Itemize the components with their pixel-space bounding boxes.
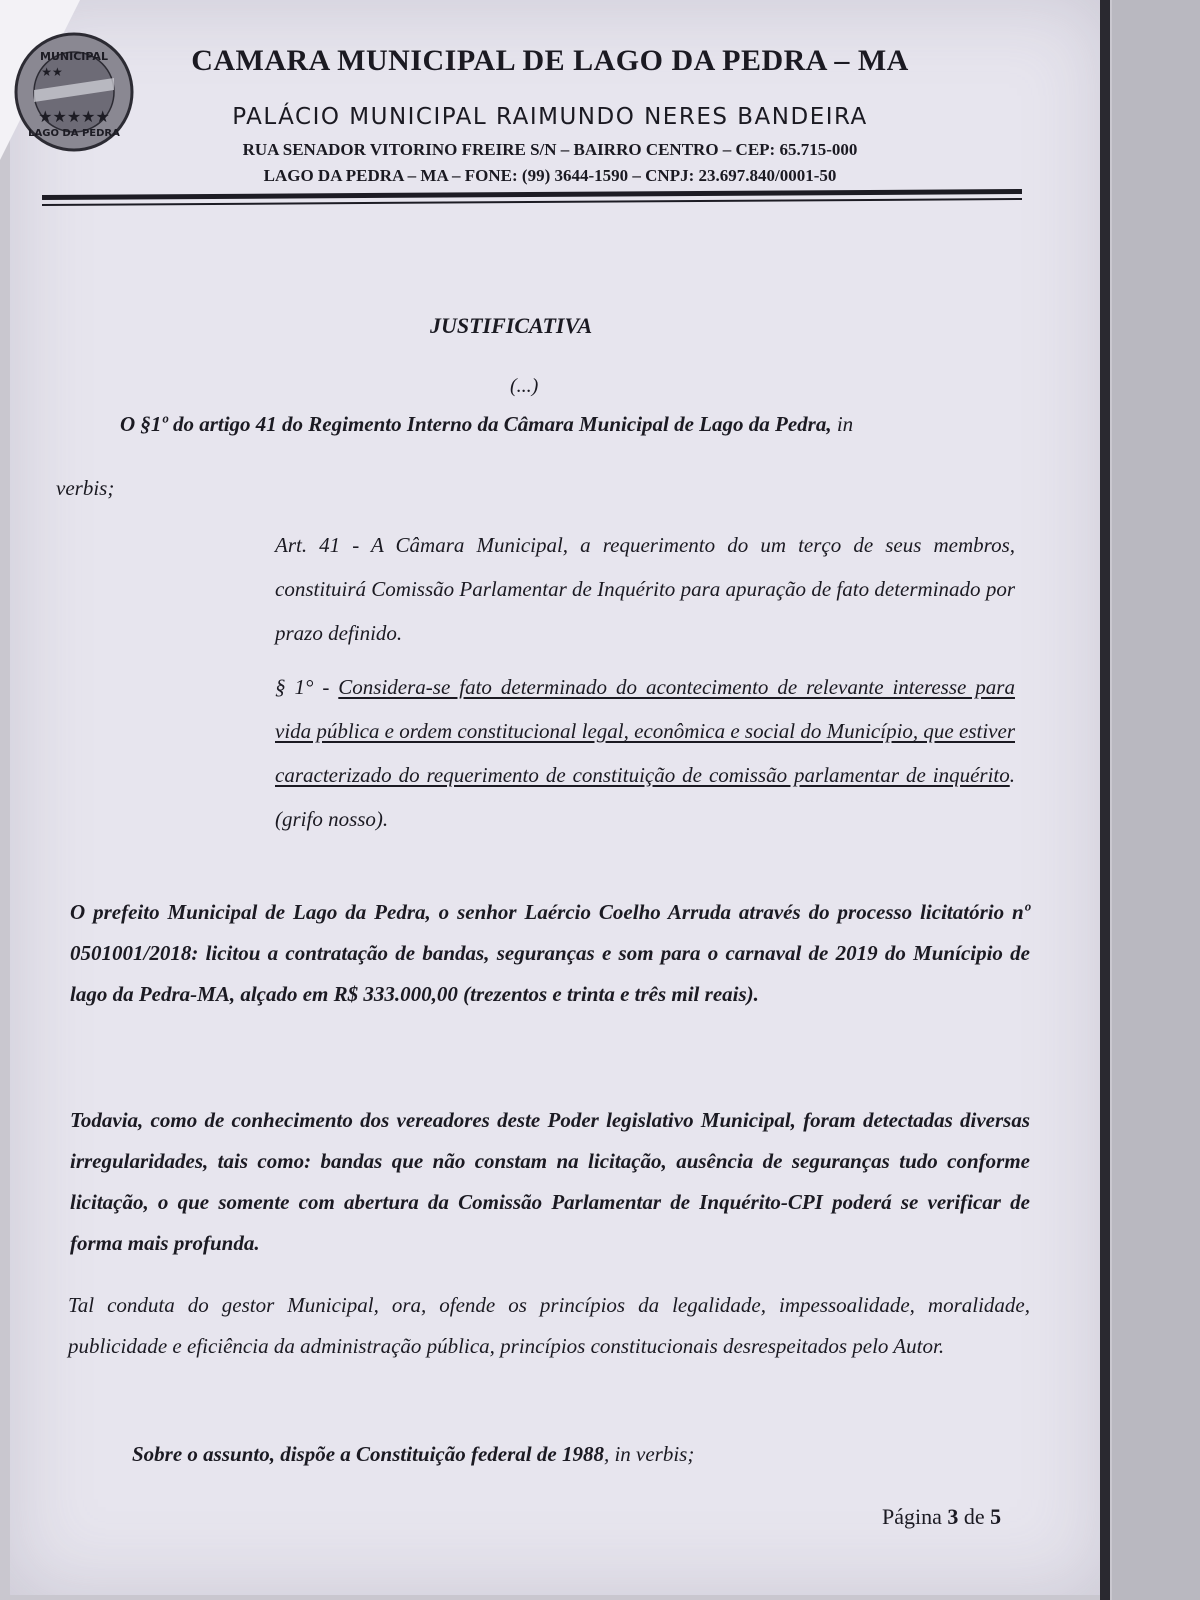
intro-tail-text: in bbox=[831, 412, 854, 436]
prefeito-paragraph: O prefeito Municipal de Lago da Pedra, o senhor Laércio Coelho Arruda através do processo licitatório nº 0501001/2018: licitou a contratação de bandas, seguranças e som para o carnaval de 2019 do Munícipio de lago da Pedra-MA, alçado em R$ 333.000,00 (trezentos e trinta e três mil reais). bbox=[70, 900, 1030, 1006]
paragraph1-suffix: . (grifo nosso). bbox=[275, 763, 1015, 831]
conduta-paragraph: Tal conduta do gestor Municipal, ora, ofende os princípios da legalidade, impessoalidade, moralidade, publicidade e eficiência da administração pública, princípios constitucionais desrespeitados pelo Autor. bbox=[68, 1293, 1030, 1358]
section-heading: JUSTIFICATIVA bbox=[430, 313, 593, 338]
paragraph1-underlined: Considera-se fato determinado do acontecimento de relevante interesse para vida pública e ordem constitucional legal, econômica e social do Município, que estiver caracterizado do requerimento de constituição de comissão parlamentar de inquérito bbox=[275, 675, 1015, 787]
header-palace-name: PALÁCIO MUNICIPAL RAIMUNDO NERES BANDEIRA bbox=[232, 104, 868, 130]
header-address: RUA SENADOR VITORINO FREIRE S/N – BAIRRO CENTRO – CEP: 65.715-000 bbox=[242, 140, 858, 159]
page-current: 3 bbox=[947, 1504, 959, 1529]
paragraph1-quote bbox=[275, 665, 1015, 841]
sobre-tail-text: , in verbis; bbox=[603, 1442, 695, 1466]
seal-text-top: MUNICIPAL bbox=[40, 50, 108, 63]
art41-quote: Art. 41 - A Câmara Municipal, a requerimento do um terço de seus membros, constituirá Comissão Parlamentar de Inquérito para apuração de fato determinado por prazo definido. bbox=[275, 533, 1015, 645]
background-surface bbox=[1112, 0, 1200, 1600]
page-edge-shadow bbox=[1100, 0, 1110, 1600]
page-of: de bbox=[963, 1504, 985, 1529]
todavia-paragraph: Todavia, como de conhecimento dos vereadores deste Poder legislativo Municipal, foram detectadas diversas irregularidades, tais como: bandas que não constam na licitação, ausência de seguranças tudo conforme licitação, o que somente com abertura da Comissão Parlamentar de Inquérito-CPI poderá se verificar de forma mais profunda. bbox=[70, 1108, 1030, 1255]
intro-paragraph bbox=[120, 410, 1000, 438]
svg-text:★★★★★: ★★★★★ bbox=[38, 107, 110, 126]
svg-text:★★: ★★ bbox=[41, 65, 63, 79]
paragraph1-prefix: § 1° - bbox=[275, 675, 339, 699]
seal-text-bottom: LAGO DA PEDRA bbox=[28, 128, 120, 139]
intro-bold-text: O §1º do artigo 41 do Regimento Interno da Câmara Municipal de Lago da Pedra, bbox=[120, 412, 832, 436]
page-label: Página bbox=[882, 1504, 942, 1529]
header-contact: LAGO DA PEDRA – MA – FONE: (99) 3644-1590 – CNPJ: 23.697.840/0001-50 bbox=[263, 166, 837, 185]
sobre-bold-text: Sobre o assunto, dispõe a Constituição federal de 1988 bbox=[132, 1442, 604, 1466]
ellipsis-marker: (...) bbox=[510, 375, 539, 397]
header-title: CAMARA MUNICIPAL DE LAGO DA PEDRA – MA bbox=[191, 44, 909, 77]
page-total: 5 bbox=[990, 1504, 1002, 1529]
intro-verbis: verbis; bbox=[56, 476, 115, 500]
page-number bbox=[882, 1504, 1001, 1530]
sobre-paragraph bbox=[132, 1440, 694, 1468]
